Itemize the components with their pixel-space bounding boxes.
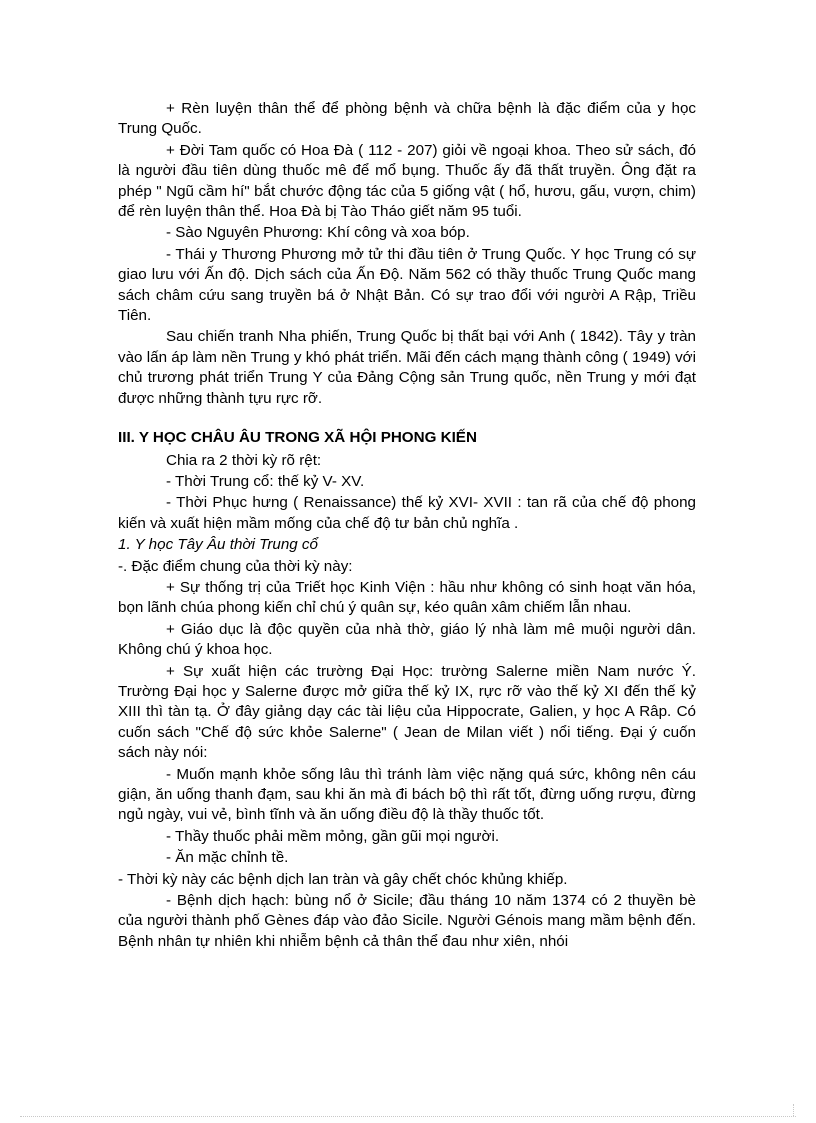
paragraph-physician-manner: - Thầy thuốc phải mềm mỏng, gần gũi mọi người. (166, 827, 500, 845)
paragraph-middle-ages: - Thời Trung cổ: thế kỷ V- XV. (166, 472, 365, 490)
paragraph-universities: + Sự xuất hiện các trường Đại Học: trường Salerne miền Nam nước Ý. Trường Đại học y Salerne được mở giữa thế kỷ IX, rực rỡ vào thế kỷ XI đến thế kỷ XIII thì tàn tạ. Ở đây giảng dạy các tài liệu của Hippocrate, Galien, y học A Râp. Có cuốn sách "Chế độ sức khỏe Salerne" ( Jean de Milan viết ) nổi tiếng. Đại ý cuốn sách này nói: (118, 662, 696, 762)
paragraph-education: + Giáo dục là độc quyền của nhà thờ, giáo lý nhà làm mê muội người dân. Không chú ý khoa học. (118, 620, 696, 659)
paragraph-exercise: + Rèn luyện thân thể để phòng bệnh và chữa bệnh là đặc điểm của y học Trung Quốc. (118, 100, 696, 138)
page-corner-mark (793, 1104, 794, 1116)
paragraph-periods-intro: Chia ra 2 thời kỳ rõ rệt: (166, 451, 322, 469)
paragraph-sao-nguyen-phuong: - Sào Nguyên Phương: Khí công và xoa bóp. (166, 224, 470, 242)
section-heading: III. Y HỌC CHÂU ÂU TRONG XÃ HỘI PHONG KIẾN (118, 429, 477, 447)
page-bottom-border (20, 1116, 796, 1117)
paragraph-dress: - Ăn mặc chỉnh tề. (166, 849, 289, 867)
paragraph-health-advice: - Muốn mạnh khỏe sống lâu thì tránh làm việc nặng quá sức, không nên cáu giận, ăn uống thanh đạm, sau khi ăn mà đi bách bộ thì rất tốt, đừng uống rượu, đừng ngủ ngày, vui vẻ, bình tĩnh và ăn uống điều độ là thầy thuốc tốt. (118, 765, 696, 824)
paragraph-scholasticism: + Sự thống trị của Triết học Kinh Viện : hầu như không có sinh hoạt văn hóa, bọn lãnh chúa phong kiến chỉ chú ý quân sự, kéo quân xâm chiếm lẫn nhau. (118, 578, 696, 617)
paragraph-epidemic-intro: - Thời kỳ này các bệnh dịch lan tràn và gây chết chóc khủng khiếp. (118, 870, 568, 888)
paragraph-thai-y: - Thái y Thương Phương mở tử thi đầu tiên ở Trung Quốc. Y học Trung có sự giao lưu với Ấn độ. Dịch sách của Ấn Độ. Năm 562 có thầy thuốc Trung Quốc mang sách châm cứu sang truyền bá ở Nhật Bản. Có sự trao đổi với người A Rập, Triều Tiên. (118, 245, 696, 325)
subheading: 1. Y học Tây Âu thời Trung cổ (118, 536, 318, 554)
document-page (118, 99, 696, 953)
paragraph-hoa-da: + Đời Tam quốc có Hoa Đà ( 112 - 207) giỏi về ngoại khoa. Theo sử sách, đó là người đầu tiên dùng thuốc mê để mổ bụng. Thuốc ấy đã thất truyền. Ông đặt ra phép " Ngũ cầm hí" bắt chước động tác của 5 giống vật ( hổ, hươu, gấu, vượn, chim) để rèn luyện thân thể. Hoa Đà bị Tào Tháo giết năm 95 tuổi. (118, 141, 696, 221)
paragraph-renaissance: - Thời Phục hưng ( Renaissance) thế kỷ XVI- XVII : tan rã của chế độ phong kiến và xuất hiện mầm mống của chế độ tư bản chủ nghĩa . (118, 494, 696, 532)
paragraph-features-intro: -. Đặc điểm chung của thời kỳ này: (118, 557, 353, 575)
paragraph-plague: - Bệnh dịch hạch: bùng nổ ở Sicile; đầu tháng 10 năm 1374 có 2 thuyền bè của người thành phố Gènes đáp vào đảo Sicile. Người Génois mang mầm bệnh đến. Bệnh nhân tự nhiên khi nhiễm bệnh cả thân thể đau như xiên, nhói (118, 892, 696, 950)
paragraph-opium-war: Sau chiến tranh Nha phiến, Trung Quốc bị thất bại với Anh ( 1842). Tây y tràn vào lấn áp làm nền Trung y khó phát triển. Mãi đến cách mạng thành công ( 1949) với chủ trương phát triển Trung Y của Đảng Cộng sản Trung quốc, nền Trung y mới đạt được những thành tựu rực rỡ. (118, 328, 696, 407)
